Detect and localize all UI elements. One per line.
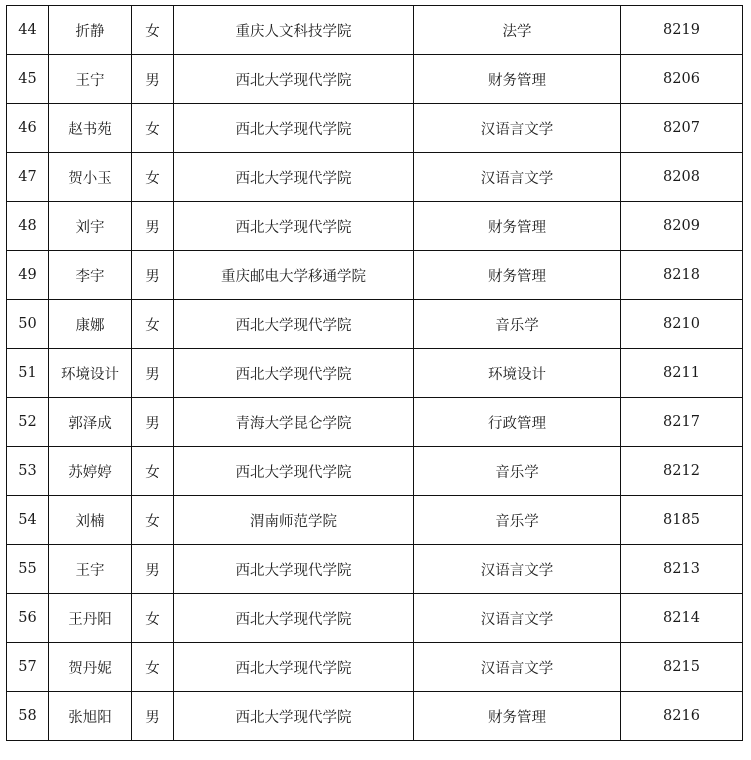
cell-id: 8216 <box>621 692 743 741</box>
cell-major: 汉语言文学 <box>414 643 621 692</box>
cell-major: 音乐学 <box>414 300 621 349</box>
cell-no: 44 <box>7 6 49 55</box>
cell-no: 56 <box>7 594 49 643</box>
cell-id: 8209 <box>621 202 743 251</box>
cell-school: 青海大学昆仑学院 <box>174 398 414 447</box>
cell-major: 音乐学 <box>414 496 621 545</box>
cell-gender: 女 <box>132 496 174 545</box>
cell-gender: 男 <box>132 349 174 398</box>
cell-name: 王宁 <box>49 55 132 104</box>
cell-school: 西北大学现代学院 <box>174 692 414 741</box>
table-row <box>7 496 743 545</box>
cell-school: 西北大学现代学院 <box>174 447 414 496</box>
cell-name: 王宇 <box>49 545 132 594</box>
cell-school: 重庆人文科技学院 <box>174 6 414 55</box>
cell-name: 张旭阳 <box>49 692 132 741</box>
table-row <box>7 6 743 55</box>
cell-school: 西北大学现代学院 <box>174 300 414 349</box>
cell-no: 45 <box>7 55 49 104</box>
table-row <box>7 55 743 104</box>
cell-gender: 男 <box>132 202 174 251</box>
cell-gender: 女 <box>132 104 174 153</box>
cell-school: 西北大学现代学院 <box>174 643 414 692</box>
cell-name: 环境设计 <box>49 349 132 398</box>
cell-id: 8217 <box>621 398 743 447</box>
cell-no: 46 <box>7 104 49 153</box>
cell-gender: 女 <box>132 300 174 349</box>
cell-id: 8185 <box>621 496 743 545</box>
cell-no: 51 <box>7 349 49 398</box>
cell-name: 刘宇 <box>49 202 132 251</box>
cell-gender: 女 <box>132 6 174 55</box>
cell-gender: 男 <box>132 398 174 447</box>
table-row <box>7 643 743 692</box>
cell-school: 西北大学现代学院 <box>174 202 414 251</box>
cell-name: 苏婷婷 <box>49 447 132 496</box>
cell-no: 48 <box>7 202 49 251</box>
cell-major: 汉语言文学 <box>414 104 621 153</box>
cell-name: 郭泽成 <box>49 398 132 447</box>
cell-id: 8206 <box>621 55 743 104</box>
table-row <box>7 202 743 251</box>
cell-name: 刘楠 <box>49 496 132 545</box>
cell-school: 西北大学现代学院 <box>174 153 414 202</box>
cell-school: 西北大学现代学院 <box>174 594 414 643</box>
cell-gender: 女 <box>132 153 174 202</box>
cell-name: 贺丹妮 <box>49 643 132 692</box>
cell-major: 汉语言文学 <box>414 153 621 202</box>
cell-school: 西北大学现代学院 <box>174 55 414 104</box>
cell-no: 53 <box>7 447 49 496</box>
table-row <box>7 300 743 349</box>
cell-major: 汉语言文学 <box>414 545 621 594</box>
cell-id: 8213 <box>621 545 743 594</box>
cell-no: 54 <box>7 496 49 545</box>
cell-name: 赵书苑 <box>49 104 132 153</box>
table-row <box>7 594 743 643</box>
cell-major: 财务管理 <box>414 202 621 251</box>
cell-gender: 女 <box>132 643 174 692</box>
cell-major: 财务管理 <box>414 251 621 300</box>
cell-school: 西北大学现代学院 <box>174 349 414 398</box>
cell-gender: 女 <box>132 447 174 496</box>
table-row <box>7 153 743 202</box>
table-row <box>7 251 743 300</box>
table-row <box>7 398 743 447</box>
cell-no: 55 <box>7 545 49 594</box>
cell-id: 8214 <box>621 594 743 643</box>
cell-id: 8211 <box>621 349 743 398</box>
table-row <box>7 692 743 741</box>
cell-id: 8212 <box>621 447 743 496</box>
cell-id: 8215 <box>621 643 743 692</box>
cell-major: 环境设计 <box>414 349 621 398</box>
cell-school: 重庆邮电大学移通学院 <box>174 251 414 300</box>
cell-name: 康娜 <box>49 300 132 349</box>
cell-id: 8210 <box>621 300 743 349</box>
cell-id: 8218 <box>621 251 743 300</box>
cell-gender: 男 <box>132 692 174 741</box>
cell-gender: 男 <box>132 55 174 104</box>
roster-table <box>6 5 743 741</box>
cell-no: 52 <box>7 398 49 447</box>
cell-id: 8207 <box>621 104 743 153</box>
table-row <box>7 104 743 153</box>
cell-name: 王丹阳 <box>49 594 132 643</box>
cell-id: 8219 <box>621 6 743 55</box>
cell-major: 行政管理 <box>414 398 621 447</box>
cell-no: 50 <box>7 300 49 349</box>
cell-no: 57 <box>7 643 49 692</box>
cell-no: 58 <box>7 692 49 741</box>
cell-name: 李宇 <box>49 251 132 300</box>
cell-school: 渭南师范学院 <box>174 496 414 545</box>
cell-major: 音乐学 <box>414 447 621 496</box>
cell-school: 西北大学现代学院 <box>174 104 414 153</box>
table-row <box>7 545 743 594</box>
cell-gender: 男 <box>132 251 174 300</box>
cell-major: 法学 <box>414 6 621 55</box>
roster-table-body <box>7 6 743 741</box>
cell-major: 财务管理 <box>414 692 621 741</box>
cell-id: 8208 <box>621 153 743 202</box>
table-row <box>7 447 743 496</box>
cell-gender: 女 <box>132 594 174 643</box>
cell-major: 汉语言文学 <box>414 594 621 643</box>
cell-name: 折静 <box>49 6 132 55</box>
cell-school: 西北大学现代学院 <box>174 545 414 594</box>
cell-no: 49 <box>7 251 49 300</box>
cell-gender: 男 <box>132 545 174 594</box>
cell-major: 财务管理 <box>414 55 621 104</box>
table-row <box>7 349 743 398</box>
cell-no: 47 <box>7 153 49 202</box>
cell-name: 贺小玉 <box>49 153 132 202</box>
